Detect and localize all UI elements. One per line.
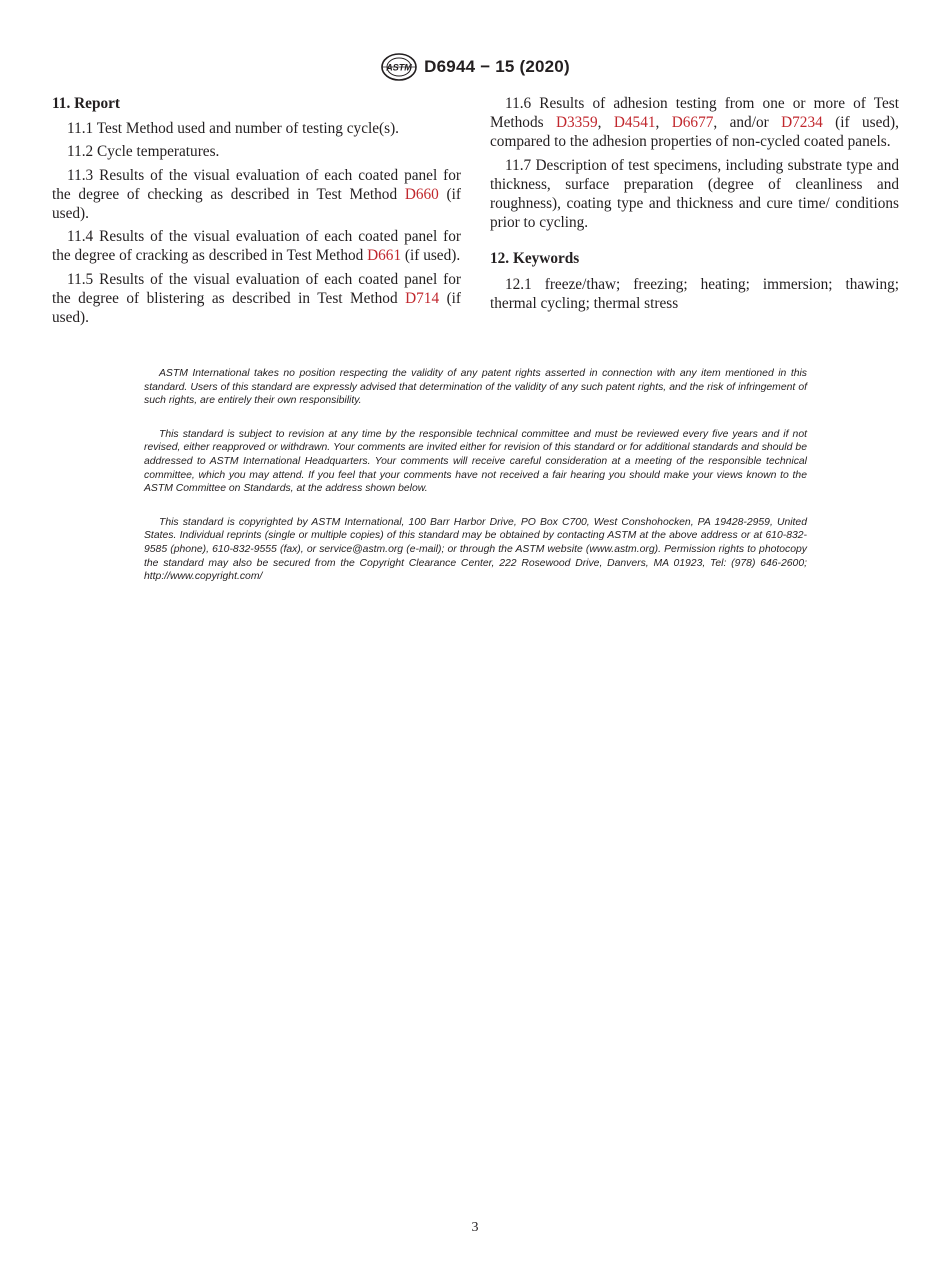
link-d3359[interactable]: D3359 [555, 114, 598, 132]
patent-notice: ASTM International takes no position respecting the validity of any patent rights asserted in connection with any item mentioned in this standard. Users of this standard are expressly advised that determination of the validity of any such patent rights, and the risk of infringement of such rights, are entirely their own responsibility. [144, 368, 807, 407]
standard-notices [144, 367, 807, 604]
logo-lettering: ASTM [386, 62, 412, 73]
link-d661[interactable]: D661 [367, 247, 402, 265]
paragraph-11-6 [490, 94, 899, 152]
paragraph-11-6-tail: (if used), compared to the adhesion properties of non-cycled coated panels. [490, 114, 899, 151]
paragraph-11-2: 11.2 Cycle temperatures. [67, 143, 220, 161]
right-column [490, 94, 899, 317]
paragraph-11-3 [52, 166, 461, 224]
spacer [490, 236, 899, 249]
paragraph-11-5 [52, 270, 461, 328]
paragraph-11-3-tail: (if used). [52, 185, 461, 223]
paragraph-11-3-text: 11.3 Results of the visual evaluation of each coated panel for the degree of checking as described in Test Method [52, 166, 461, 203]
document-designation: D6944 − 15 (2020) [424, 57, 570, 76]
section-heading-report: 11. Report [52, 95, 120, 112]
separator: , [655, 114, 672, 132]
page-header [0, 52, 950, 82]
paragraph-11-4-tail: (if used). [401, 247, 461, 265]
page-number: 3 [471, 1220, 479, 1235]
link-d6677[interactable]: D6677 [671, 114, 714, 132]
copyright-notice: This standard is copyrighted by ASTM International, 100 Barr Harbor Drive, PO Box C700, West Conshohocken, PA 19428-2959, United States. Individual reprints (single or multiple copies) of this standard may be obtained by contacting ASTM at the above address or at 610-832-9585 (phone), 610-832-9555 (fax), or service@astm.org (e-mail); or through the ASTM website (www.astm.org). Permission rights to photocopy the standard may also be secured from the Copyright Clearance Center, 222 Rosewood Drive, Danvers, MA 01923, Tel: (978) 646-2600; http://www.copyright.com/ [144, 516, 807, 583]
paragraph-11-6-text: 11.6 Results of adhesion testing from one or more of Test Methods [490, 95, 899, 132]
paragraph-11-4-text: 11.4 Results of the visual evaluation of each coated panel for the degree of cracking as described in Test Method [52, 228, 461, 265]
paragraph-11-5-tail: (if used). [52, 289, 462, 327]
paragraph-12-1: 12.1 freeze/thaw; freezing; heating; immersion; thawing; thermal cycling; thermal stress [490, 275, 899, 312]
astm-logo-icon [380, 52, 418, 82]
separator: , and/or [713, 114, 782, 132]
section-heading-keywords: 12. Keywords [490, 250, 580, 268]
left-column [52, 94, 461, 331]
revision-notice: This standard is subject to revision at any time by the responsible technical committee and must be reviewed every five years and if not revised, either reapproved or withdrawn. Your comments are invited either for revision of this standard or for additional standards and should be addressed to ASTM International Headquarters. Your comments will receive careful consideration at a meeting of the responsible technical committee, which you may attend. If you feel that your comments have not received a fair hearing you should make your views known to the ASTM Committee on Standards, at the address shown below. [144, 428, 807, 495]
paragraph-11-7: 11.7 Description of test specimens, including substrate type and thickness, surface preparation (degree of cleanliness and roughness), coating type and thickness and cure time/ conditions prior to cycling. [490, 156, 899, 232]
paragraph-11-1: 11.1 Test Method used and number of testing cycle(s). [67, 120, 399, 138]
link-d660[interactable]: D660 [404, 185, 439, 203]
link-d7234[interactable]: D7234 [781, 114, 823, 132]
paragraph-11-4 [52, 227, 461, 265]
link-d4541[interactable]: D4541 [613, 114, 656, 132]
paragraph-11-5-text: 11.5 Results of the visual evaluation of each coated panel for the degree of blistering as described in Test Method [52, 270, 461, 307]
link-d714[interactable]: D714 [405, 289, 440, 307]
separator: , [597, 114, 614, 132]
